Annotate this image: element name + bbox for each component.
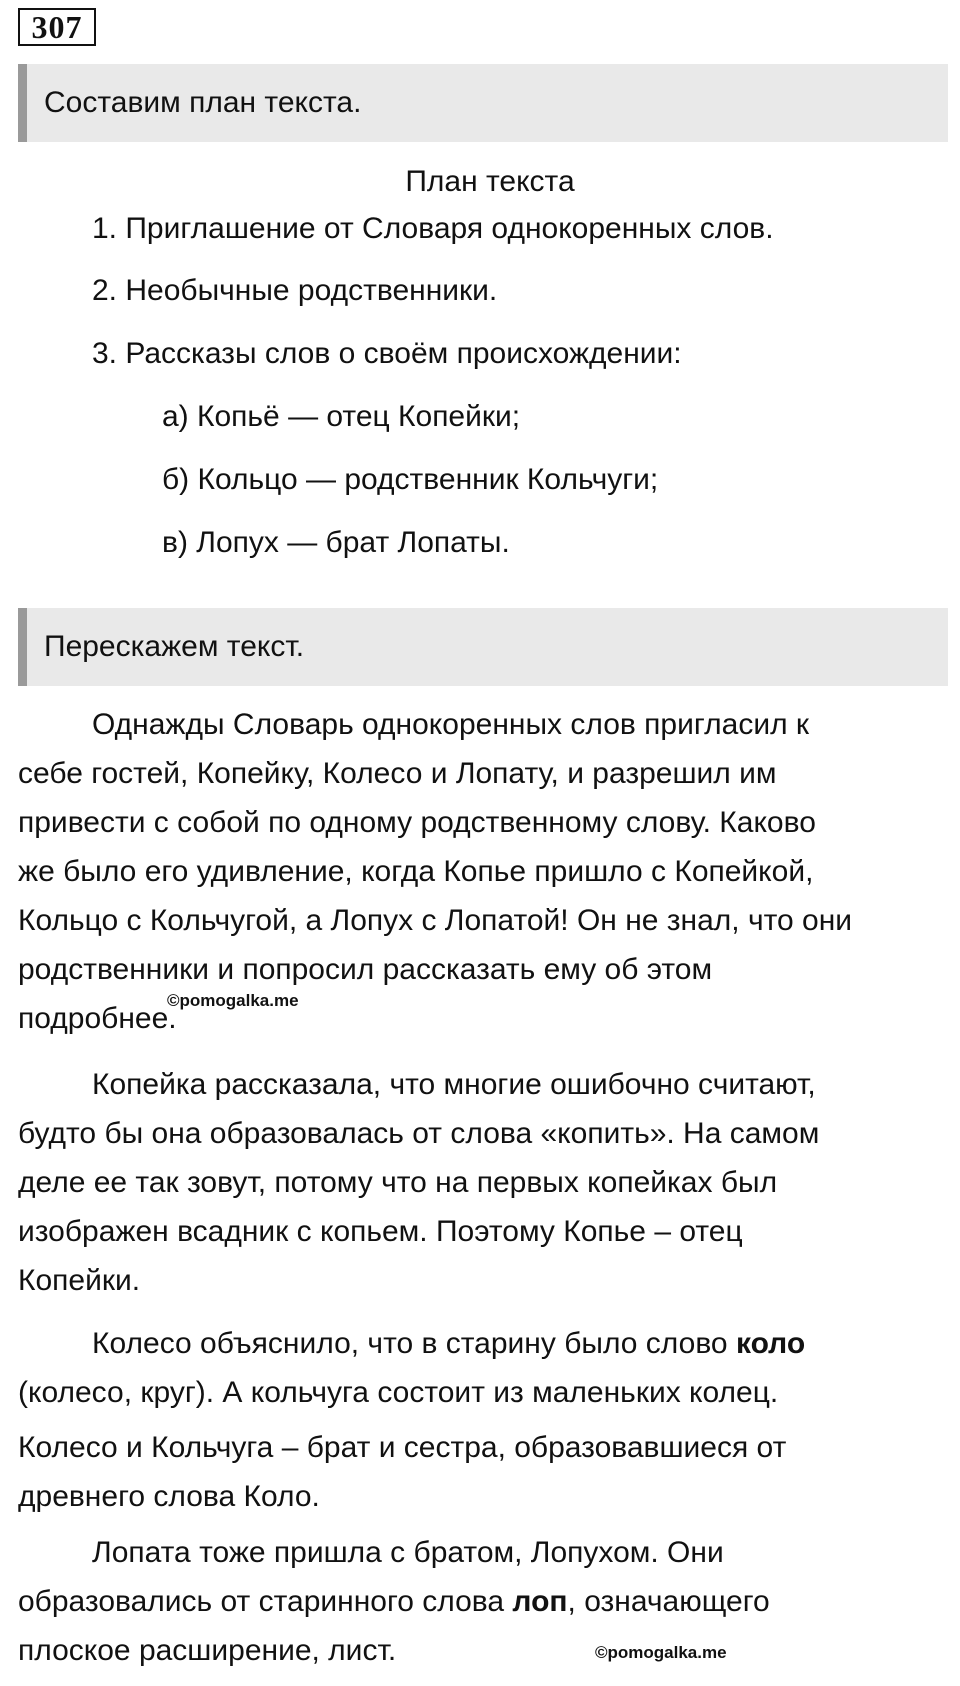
paragraph-koleso (18, 1319, 948, 1521)
text-line: будто бы она образовалась от слова «копить». На самом (18, 1117, 820, 1150)
text-line: привести с собой по одному родственному слову. Каково (18, 806, 816, 839)
text-line: (колесо, круг). А кольчуга состоит из маленьких колец. (18, 1376, 779, 1409)
text-fragment: Колесо объяснило, что в старину было слово (92, 1327, 736, 1360)
text-line: Однажды Словарь однокоренных слов пригласил к (92, 708, 810, 741)
bold-word: лоп (512, 1585, 568, 1618)
paragraph-lopata (18, 1528, 948, 1675)
plan-item-3: 3. Рассказы слов о своём происхождении: (92, 337, 682, 370)
task-number: 307 (18, 8, 96, 46)
text-line: Копейка рассказала, что многие ошибочно считают, (92, 1068, 816, 1101)
text-line: родственники и попросил рассказать ему об этом (18, 953, 713, 986)
section-header-retelling: Перескажем текст. (18, 608, 948, 686)
text-line (18, 1577, 948, 1626)
section-header-plan: Составим план текста. (18, 64, 948, 142)
text-fragment: , означающего (567, 1585, 770, 1618)
text-line: Кольцо с Кольчугой, а Лопух с Лопатой! Он не знал, что они (18, 904, 853, 937)
text-line (18, 1319, 948, 1368)
text-line: древнего слова Коло. (18, 1480, 320, 1513)
text-line: подробнее. (18, 1002, 177, 1035)
text-line: Лопата тоже пришла с братом, Лопухом. Они (92, 1536, 724, 1569)
text-line: же было его удивление, когда Копье пришло с Копейкой, (18, 855, 814, 888)
plan-subitem-b: б) Кольцо — родственник Кольчуги; (162, 463, 659, 496)
bold-word: коло (735, 1327, 806, 1360)
text-line: изображен всадник с копьем. Поэтому Копье – отец (18, 1215, 743, 1248)
paragraph-kopeyka (18, 1060, 948, 1305)
plan-subitem-c: в) Лопух — брат Лопаты. (162, 526, 510, 559)
watermark: ©pomogalka.me (167, 991, 299, 1010)
text-line: себе гостей, Копейку, Колесо и Лопату, и разрешил им (18, 757, 777, 790)
text-line: плоское расширение, лист. (18, 1634, 397, 1667)
watermark: ©pomogalka.me (595, 1643, 727, 1662)
plan-subitem-a: а) Копьё — отец Копейки; (162, 400, 521, 433)
text-line: Копейки. (18, 1264, 141, 1297)
text-line: деле ее так зовут, потому что на первых копейках был (18, 1166, 778, 1199)
text-fragment: образовались от старинного слова (18, 1585, 513, 1618)
text-line: Колесо и Кольчуга – брат и сестра, образовавшиеся от (18, 1431, 787, 1464)
plan-item-2: 2. Необычные родственники. (92, 274, 498, 307)
paragraph-invitation (18, 700, 948, 1043)
plan-title: План текста (405, 165, 575, 198)
plan-item-1: 1. Приглашение от Словаря однокоренных слов. (92, 212, 774, 245)
